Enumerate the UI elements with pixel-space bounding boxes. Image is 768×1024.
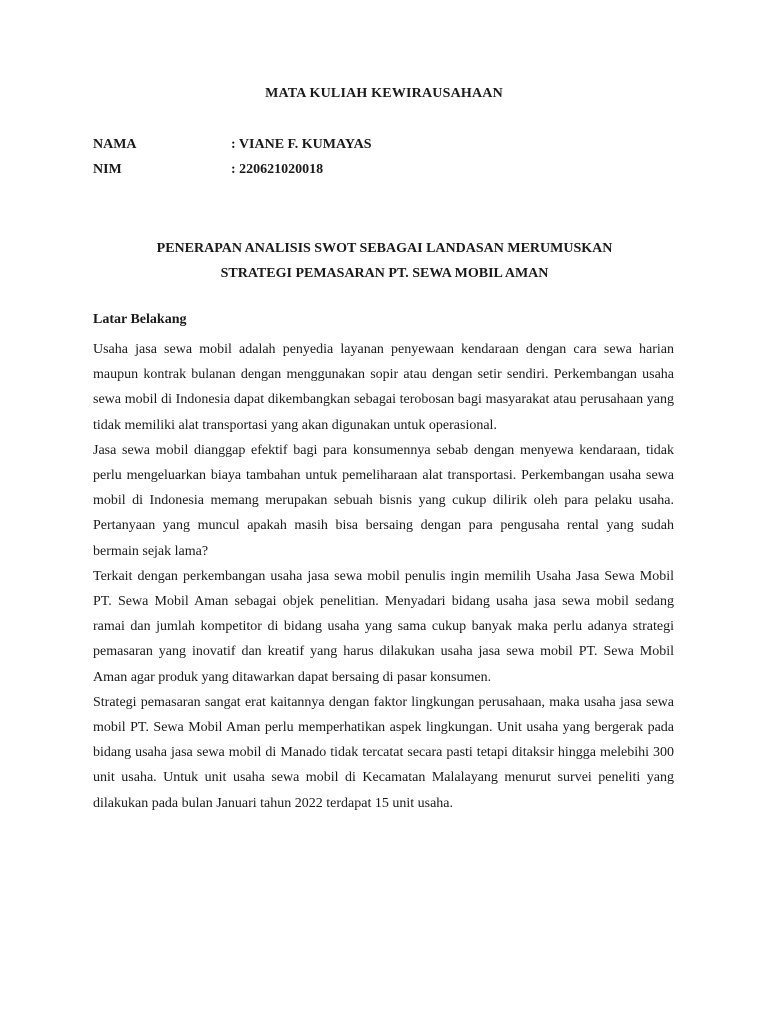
name-label: NAMA xyxy=(93,137,137,152)
paragraph-1: Usaha jasa sewa mobil adalah penyedia layanan penyewaan kendaraan dengan cara sewa harian maupun kontrak bulanan dengan menggunakan sopir atau dengan setir sendiri. Perkembangan usaha sewa mobil di Indonesia dapat dikembangkan sebagai terobosan bagi masyarakat atau perusahaan yang tidak memiliki alat transportasi yang akan digunakan untuk operasional. xyxy=(93,342,674,433)
nim-label: NIM xyxy=(93,162,122,177)
document-title-line-1: PENERAPAN ANALISIS SWOT SEBAGAI LANDASAN MERUMUSKAN xyxy=(156,241,613,256)
course-title: MATA KULIAH KEWIRAUSAHAAN xyxy=(265,86,503,101)
section-heading: Latar Belakang xyxy=(93,312,187,327)
paragraph-4: Strategi pemasaran sangat erat kaitannya dengan faktor lingkungan perusahaan, maka usaha jasa sewa mobil PT. Sewa Mobil Aman perlu memperhatikan aspek lingkungan. Unit usaha yang bergerak pada bidang usaha jasa sewa mobil di Manado tidak tercatat secara pasti tetapi ditaksir hingga melebihi 300 unit usaha. Untuk unit usaha sewa mobil di Kecamatan Malalayang menurut survei peneliti yang dilakukan pada bulan Januari tahun 2022 terdapat 15 unit usaha. xyxy=(93,694,674,811)
name-value: : VIANE F. KUMAYAS xyxy=(231,137,372,152)
document-title xyxy=(93,236,676,286)
document-title-line-2: STRATEGI PEMASARAN PT. SEWA MOBIL AMAN xyxy=(220,266,549,281)
body-text xyxy=(93,337,674,816)
identity-nim-row xyxy=(93,162,323,178)
paragraph-3: Terkait dengan perkembangan usaha jasa sewa mobil penulis ingin memilih Usaha Jasa Sewa Mobil PT. Sewa Mobil Aman sebagai objek penelitian. Menyadari bidang usaha jasa sewa mobil sedang ramai dan jumlah kompetitor di bidang usaha yang sama cukup banyak maka perlu adanya strategi pemasaran yang inovatif dan kreatif yang harus dilakukan usaha jasa sewa mobil PT. Sewa Mobil Aman agar produk yang ditawarkan dapat bersaing di pasar konsumen. xyxy=(93,568,674,685)
paragraph-2: Jasa sewa mobil dianggap efektif bagi para konsumennya sebab dengan menyewa kendaraan, tidak perlu mengeluarkan biaya tambahan untuk pemeliharaan alat transportasi. Perkembangan usaha sewa mobil di Indonesia memang merupakan sebuah bisnis yang cukup dilirik oleh para pelaku usaha. Pertanyaan yang muncul apakah masih bisa bersaing dengan para pengusaha rental yang sudah bermain sejak lama? xyxy=(93,442,674,559)
identity-name-row xyxy=(93,137,372,153)
nim-value: : 220621020018 xyxy=(231,162,324,177)
